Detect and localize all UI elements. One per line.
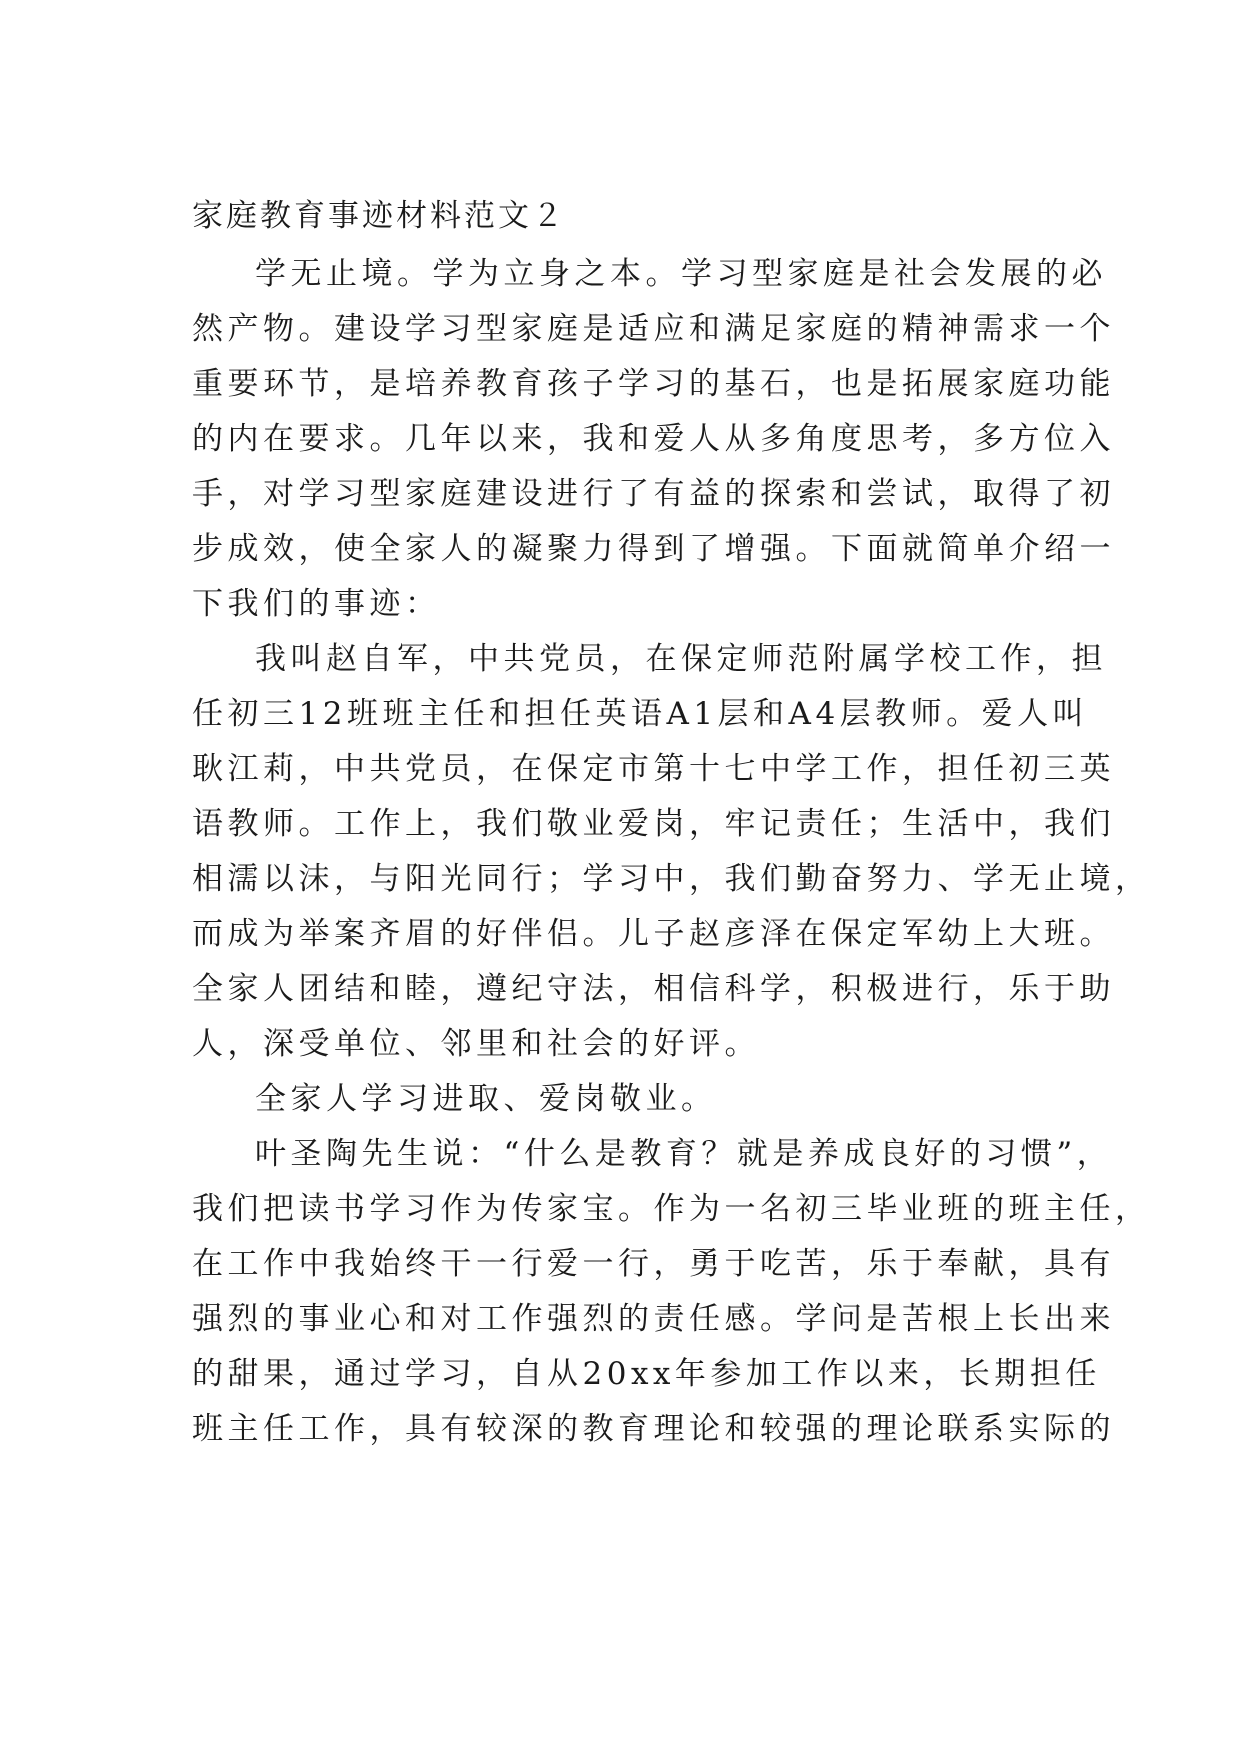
paragraph-3-line-2: 我们把读书学习作为传家宝。作为一名初三毕业班的班主任，: [192, 1191, 1151, 1227]
paragraph-3-line-6: 班主任工作，具有较深的教育理论和较强的理论联系实际的: [192, 1411, 1115, 1447]
paragraph-2-line-5: 相濡以沫，与阳光同行；学习中，我们勤奋努力、学无止境，: [192, 861, 1151, 897]
paragraph-2-line-6: 而成为举案齐眉的好伴侣。儿子赵彦泽在保定军幼上大班。: [192, 916, 1115, 952]
paragraph-2-line-1: 我叫赵自军，中共党员，在保定师范附属学校工作，担: [255, 641, 1107, 677]
paragraph-2-line-3: 耿江莉，中共党员，在保定市第十七中学工作，担任初三英: [192, 751, 1115, 787]
section-heading: 全家人学习进取、爱岗敬业。: [255, 1081, 717, 1117]
paragraph-1-line-3: 重要环节，是培养教育孩子学习的基石，也是拓展家庭功能: [192, 366, 1115, 402]
paragraph-3-line-4: 强烈的事业心和对工作强烈的责任感。学问是苦根上长出来: [192, 1301, 1115, 1337]
paragraph-1-line-5: 手，对学习型家庭建设进行了有益的探索和尝试，取得了初: [192, 476, 1115, 512]
paragraph-2-line-2: 任初三12班班主任和担任英语A1层和A4层教师。爱人叫: [192, 696, 1089, 732]
paragraph-3-line-3: 在工作中我始终干一行爱一行，勇于吃苦，乐于奉献，具有: [192, 1246, 1115, 1282]
paragraph-1-line-4: 的内在要求。几年以来，我和爱人从多角度思考，多方位入: [192, 421, 1115, 457]
paragraph-1-line-1: 学无止境。学为立身之本。学习型家庭是社会发展的必: [255, 256, 1107, 292]
paragraph-2-line-7: 全家人团结和睦，遵纪守法，相信科学，积极进行，乐于助: [192, 971, 1115, 1007]
paragraph-3-line-5: 的甜果，通过学习，自从20xx年参加工作以来，长期担任: [192, 1356, 1101, 1392]
paragraph-3-line-1: 叶圣陶先生说：“什么是教育？就是养成良好的习惯”，: [255, 1136, 1113, 1172]
paragraph-1-line-7: 下我们的事迹：: [192, 586, 441, 622]
paragraph-2-line-4: 语教师。工作上，我们敬业爱岗，牢记责任；生活中，我们: [192, 806, 1115, 842]
paragraph-2-line-8: 人，深受单位、邻里和社会的好评。: [192, 1026, 760, 1062]
paragraph-1-line-6: 步成效，使全家人的凝聚力得到了增强。下面就简单介绍一: [192, 531, 1115, 567]
paragraph-1-line-2: 然产物。建设学习型家庭是适应和满足家庭的精神需求一个: [192, 311, 1115, 347]
document-title: 家庭教育事迹材料范文２: [192, 198, 566, 234]
